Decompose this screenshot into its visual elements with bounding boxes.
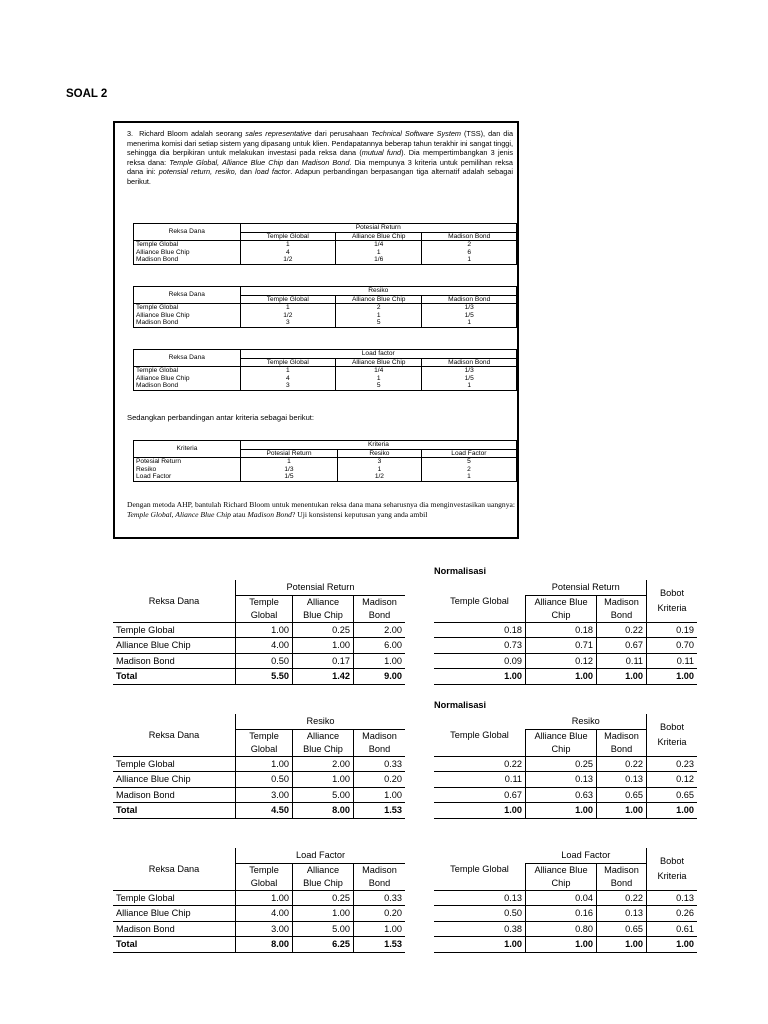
col-header: Blue Chip: [293, 609, 354, 623]
scan-table-row-label: Temple Global: [134, 367, 241, 375]
pairwise-cell: 0.33: [354, 890, 406, 906]
total-cell: 8.00: [236, 937, 293, 953]
norm-cell: 0.22: [597, 756, 647, 772]
col-header: Bond: [354, 743, 406, 757]
bobot-header: [647, 848, 698, 890]
pairwise-cell: 0.50: [236, 772, 293, 788]
pairwise-cell: 0.25: [293, 622, 354, 638]
pairwise-cell: 1.00: [293, 638, 354, 654]
scan-table-col-header: Alliance Blue Chip: [336, 232, 422, 241]
scan-table-row-header: Reksa Dana: [134, 224, 241, 241]
bobot-header: [647, 714, 698, 756]
scan-table-cell: 3: [240, 382, 336, 390]
scan-table-row: [134, 241, 517, 249]
scan-table-row-label: Alliance Blue Chip: [134, 312, 241, 320]
pairwise-cell: 3.00: [236, 787, 293, 803]
norm-cell: 0.65: [597, 787, 647, 803]
total-row: [113, 803, 405, 819]
norm-cell: 0.67: [434, 787, 526, 803]
col-header: Blue Chip: [293, 877, 354, 891]
scan-table-col-header: Madison Bond: [422, 232, 517, 241]
row-label: Madison Bond: [113, 921, 236, 937]
norm-cell: 0.67: [597, 638, 647, 654]
pairwise-cell: 0.33: [354, 756, 406, 772]
normalisasi-label: Normalisasi: [434, 566, 487, 576]
normalized-table: [434, 580, 697, 685]
norm-cell: 0.25: [526, 756, 597, 772]
norm-cell: 0.11: [597, 653, 647, 669]
problem-scan: [113, 121, 519, 539]
normalized-row: [434, 772, 697, 788]
bobot-cell: 0.13: [647, 890, 698, 906]
col-header: Alliance: [293, 729, 354, 743]
scan-table-row-label: Madison Bond: [134, 319, 241, 327]
norm-cell: 0.63: [526, 787, 597, 803]
pairwise-cell: 0.25: [293, 890, 354, 906]
row-header: Reksa Dana: [148, 595, 200, 606]
norm-total-cell: 1.00: [526, 669, 597, 685]
criteria-cell: 1: [421, 473, 516, 481]
criteria-cell: 5: [421, 458, 516, 466]
norm-total-cell: 1.00: [434, 803, 526, 819]
col-header: Alliance: [293, 863, 354, 877]
scan-table-title: Load factor: [240, 350, 516, 359]
criteria-col-header: Potesial Return: [240, 449, 337, 458]
scan-table-row: [134, 319, 517, 327]
col-header: Madison: [354, 595, 406, 609]
norm-col-header: Chip: [526, 877, 597, 891]
pairwise-table: [113, 580, 405, 685]
col-header: Bond: [354, 877, 406, 891]
scan-table-cell: 1: [336, 375, 422, 383]
scan-table-cell: 1/2: [240, 312, 336, 320]
total-cell: 5.50: [236, 669, 293, 685]
pairwise-row: [113, 890, 405, 906]
norm-total-cell: 1.00: [434, 669, 526, 685]
scan-table-cell: 2: [422, 241, 517, 249]
criteria-cell: 3: [338, 458, 422, 466]
norm-cell: 0.09: [434, 653, 526, 669]
norm-cell: 0.80: [526, 921, 597, 937]
row-label: Madison Bond: [113, 787, 236, 803]
scan-table-cell: 1/5: [422, 375, 517, 383]
col-header: Temple: [236, 595, 293, 609]
criteria-row-label: Potesial Return: [134, 458, 241, 466]
col-header: Madison: [354, 863, 406, 877]
scan-table-col-header: Temple Global: [240, 232, 336, 241]
pairwise-cell: 1.00: [293, 772, 354, 788]
scan-table-cell: 1/6: [336, 256, 422, 264]
row-label: Madison Bond: [113, 653, 236, 669]
bobot-total-cell: 1.00: [647, 669, 698, 685]
pairwise-row: [113, 906, 405, 922]
pairwise-row: [113, 921, 405, 937]
norm-cell: 0.22: [597, 890, 647, 906]
norm-cell: 0.22: [597, 622, 647, 638]
norm-cell: 0.22: [434, 756, 526, 772]
criteria-table-title: Kriteria: [240, 441, 516, 450]
norm-cell: 0.11: [434, 772, 526, 788]
scan-table-cell: 1: [336, 312, 422, 320]
scan-table-col-header: Alliance Blue Chip: [336, 358, 422, 367]
col-header: Temple: [236, 729, 293, 743]
total-cell: 9.00: [354, 669, 406, 685]
pairwise-cell: 1.00: [236, 756, 293, 772]
criteria-col-header: Load Factor: [421, 449, 516, 458]
criteria-cell: 1: [240, 458, 337, 466]
norm-col-header: Bond: [597, 877, 647, 891]
norm-col-header: Chip: [526, 743, 597, 757]
col-header: Bond: [354, 609, 406, 623]
scan-table-cell: 1/3: [422, 367, 517, 375]
norm-cell: 0.38: [434, 921, 526, 937]
norm-cell: 0.04: [526, 890, 597, 906]
scan-table-row: [134, 249, 517, 257]
norm-total-cell: 1.00: [597, 937, 647, 953]
norm-col-header: Alliance Blue: [526, 595, 597, 609]
scan-table-col-header: Madison Bond: [422, 295, 517, 304]
norm-title: Resiko: [526, 714, 647, 729]
row-header: Reksa Dana: [148, 729, 200, 740]
total-cell: 4.50: [236, 803, 293, 819]
scan-table-3: [133, 349, 517, 391]
col-header: Global: [236, 877, 293, 891]
criteria-cell: 1/3: [240, 466, 337, 474]
pairwise-cell: 3.00: [236, 921, 293, 937]
pairwise-cell: 0.50: [236, 653, 293, 669]
scan-table-row-header: Reksa Dana: [134, 287, 241, 304]
bobot-cell: 0.61: [647, 921, 698, 937]
scan-table-cell: 2: [336, 304, 422, 312]
total-label: Total: [113, 669, 236, 685]
norm-total-cell: 1.00: [434, 937, 526, 953]
scan-table-row: [134, 312, 517, 320]
norm-cell: 0.50: [434, 906, 526, 922]
pairwise-cell: 4.00: [236, 906, 293, 922]
norm-col-header: Alliance Blue: [526, 729, 597, 743]
pairwise-cell: 1.00: [293, 906, 354, 922]
pairwise-cell: 6.00: [354, 638, 406, 654]
norm-cell: 0.13: [597, 906, 647, 922]
page-title: SOAL 2: [66, 88, 108, 100]
total-cell: 1.42: [293, 669, 354, 685]
scan-table-col-header: Temple Global: [240, 295, 336, 304]
norm-total-cell: 1.00: [597, 669, 647, 685]
pairwise-title: Load Factor: [236, 848, 406, 863]
pairwise-cell: 0.20: [354, 772, 406, 788]
pairwise-cell: 5.00: [293, 921, 354, 937]
norm-total-row: [434, 937, 697, 953]
scan-table-row-label: Madison Bond: [134, 256, 241, 264]
criteria-row-header: Kriteria: [134, 441, 241, 458]
scan-table-col-header: Alliance Blue Chip: [336, 295, 422, 304]
bobot-cell: 0.12: [647, 772, 698, 788]
col-header: Alliance: [293, 595, 354, 609]
norm-cell: 0.65: [597, 921, 647, 937]
normalized-row: [434, 921, 697, 937]
norm-title: Load Factor: [526, 848, 647, 863]
bobot-cell: 0.70: [647, 638, 698, 654]
criteria-row-label: Load Factor: [134, 473, 241, 481]
scan-table-row: [134, 256, 517, 264]
bobot-total-cell: 1.00: [647, 937, 698, 953]
norm-first-col-header: Temple Global: [434, 580, 526, 622]
scan-table-cell: 4: [240, 375, 336, 383]
norm-cell: 0.13: [526, 772, 597, 788]
criteria-col-header: Resiko: [338, 449, 422, 458]
row-header: Reksa Dana: [148, 863, 200, 874]
scan-table-col-header: Temple Global: [240, 358, 336, 367]
normalized-table: [434, 848, 697, 953]
norm-cell: 0.16: [526, 906, 597, 922]
normalized-row: [434, 622, 697, 638]
scan-table-cell: 6: [422, 249, 517, 257]
scan-table-row-label: Alliance Blue Chip: [134, 375, 241, 383]
col-header: Global: [236, 609, 293, 623]
norm-col-header: Madison: [597, 729, 647, 743]
pairwise-cell: 0.20: [354, 906, 406, 922]
bobot-label-line: Kriteria: [657, 736, 687, 747]
pairwise-table: [113, 714, 405, 819]
row-label: Alliance Blue Chip: [113, 638, 236, 654]
scan-table-cell: 1/5: [422, 312, 517, 320]
norm-col-header: Madison: [597, 863, 647, 877]
norm-title: Potensial Return: [526, 580, 647, 595]
scan-table-title: Resiko: [240, 287, 516, 296]
problem-paragraph: 3. Richard Bloom adalah seorang sales representative dari perusahaan Technical Software System (TSS), dan dia menerima komisi dari setiap sistem yang dipasang untuk klien. Pendapatannya beberap tahun terakhir ini sangat tinggi, sehingga dia berpikiran untuk melakukan investasi pada reksa dana (mutual fund). Dia mempertimbangkan 3 jenis reksa dana: Temple Global, Alliance Blue Chip dan Madison Bond. Dia mempunya 3 kriteria untuk pemilihan reksa dana ini: potensial return, resiko, dan load factor. Adapun perbandingan berpasangan tiga alternatif adalah sebagai berikut.: [127, 129, 514, 186]
norm-first-col-header: Temple Global: [434, 848, 526, 890]
criteria-row: [134, 473, 517, 481]
pairwise-row: [113, 787, 405, 803]
bobot-header: [647, 580, 698, 622]
normalized-row: [434, 756, 697, 772]
norm-total-row: [434, 803, 697, 819]
criteria-cell: 1: [338, 466, 422, 474]
pairwise-cell: 2.00: [293, 756, 354, 772]
bobot-cell: 0.65: [647, 787, 698, 803]
total-cell: 8.00: [293, 803, 354, 819]
norm-total-row: [434, 669, 697, 685]
normalized-row: [434, 638, 697, 654]
norm-col-header: Bond: [597, 609, 647, 623]
pairwise-cell: 0.17: [293, 653, 354, 669]
norm-col-header: Chip: [526, 609, 597, 623]
bobot-total-cell: 1.00: [647, 803, 698, 819]
row-label: Alliance Blue Chip: [113, 772, 236, 788]
criteria-intro-text: Sedangkan perbandingan antar kriteria sebagai berikut:: [127, 413, 315, 422]
pairwise-cell: 1.00: [236, 890, 293, 906]
norm-total-cell: 1.00: [526, 803, 597, 819]
total-label: Total: [113, 937, 236, 953]
norm-col-header: Bond: [597, 743, 647, 757]
total-label: Total: [113, 803, 236, 819]
criteria-cell: 1/5: [240, 473, 337, 481]
norm-col-header: Alliance Blue: [526, 863, 597, 877]
pairwise-cell: 1.00: [354, 921, 406, 937]
scan-table-cell: 3: [240, 319, 336, 327]
bobot-label-line: Bobot: [659, 855, 684, 866]
scan-table-cell: 1: [422, 382, 517, 390]
norm-total-cell: 1.00: [597, 803, 647, 819]
pairwise-cell: 1.00: [354, 653, 406, 669]
norm-cell: 0.13: [597, 772, 647, 788]
row-label: Temple Global: [113, 756, 236, 772]
total-row: [113, 669, 405, 685]
scan-table-cell: 1: [240, 241, 336, 249]
scan-table-cell: 1/3: [422, 304, 517, 312]
norm-cell: 0.18: [434, 622, 526, 638]
bobot-label-line: Bobot: [659, 587, 684, 598]
scan-table-cell: 1: [240, 304, 336, 312]
pairwise-row: [113, 653, 405, 669]
normalisasi-label: Normalisasi: [434, 700, 487, 710]
bobot-label-line: Bobot: [659, 721, 684, 732]
pairwise-table: [113, 848, 405, 953]
criteria-row: [134, 466, 517, 474]
pairwise-cell: 1.00: [354, 787, 406, 803]
scan-table-row: [134, 304, 517, 312]
col-header: Global: [236, 743, 293, 757]
pairwise-row: [113, 756, 405, 772]
norm-cell: 0.18: [526, 622, 597, 638]
scan-table-title: Potesial Return: [240, 224, 516, 233]
pairwise-title: Potensial Return: [236, 580, 406, 595]
scan-table-row-label: Temple Global: [134, 241, 241, 249]
scan-table-cell: 1/4: [336, 367, 422, 375]
pairwise-row: [113, 772, 405, 788]
bobot-cell: 0.19: [647, 622, 698, 638]
col-header: Temple: [236, 863, 293, 877]
total-cell: 6.25: [293, 937, 354, 953]
criteria-cell: 2: [421, 466, 516, 474]
norm-cell: 0.73: [434, 638, 526, 654]
scan-table-row: [134, 367, 517, 375]
scan-table-cell: 1: [240, 367, 336, 375]
col-header: Madison: [354, 729, 406, 743]
scan-table-row: [134, 375, 517, 383]
scan-table-cell: 5: [336, 319, 422, 327]
normalized-table: [434, 714, 697, 819]
scan-table-row-label: Madison Bond: [134, 382, 241, 390]
scan-table-col-header: Madison Bond: [422, 358, 517, 367]
total-cell: 1.53: [354, 937, 406, 953]
row-label: Temple Global: [113, 622, 236, 638]
pairwise-cell: 1.00: [236, 622, 293, 638]
scan-table-row: [134, 382, 517, 390]
pairwise-row: [113, 622, 405, 638]
pairwise-cell: 5.00: [293, 787, 354, 803]
col-header: Blue Chip: [293, 743, 354, 757]
pairwise-cell: 2.00: [354, 622, 406, 638]
scan-table-row-label: Temple Global: [134, 304, 241, 312]
pairwise-title: Resiko: [236, 714, 406, 729]
norm-cell: 0.13: [434, 890, 526, 906]
pairwise-cell: 4.00: [236, 638, 293, 654]
criteria-row-label: Resiko: [134, 466, 241, 474]
normalized-row: [434, 787, 697, 803]
scan-table-2: [133, 286, 517, 328]
bobot-label-line: Kriteria: [657, 602, 687, 613]
bobot-cell: 0.26: [647, 906, 698, 922]
bobot-cell: 0.23: [647, 756, 698, 772]
normalized-row: [434, 906, 697, 922]
row-label: Alliance Blue Chip: [113, 906, 236, 922]
scan-table-cell: 1/4: [336, 241, 422, 249]
pairwise-row: [113, 638, 405, 654]
row-label: Temple Global: [113, 890, 236, 906]
problem-closing-text: Dengan metoda AHP, bantulah Richard Bloom untuk menentukan reksa dana mana seharusnya dia menginvestasikan uangnya: Temple Global, Aliance Blue Chip atau Madison Bond? Uji konsistensi keputusan yang anda ambil: [127, 500, 515, 519]
normalized-row: [434, 890, 697, 906]
bobot-label-line: Kriteria: [657, 870, 687, 881]
criteria-row: [134, 458, 517, 466]
scan-table-cell: 5: [336, 382, 422, 390]
scan-table-1: [133, 223, 517, 265]
norm-cell: 0.71: [526, 638, 597, 654]
norm-first-col-header: Temple Global: [434, 714, 526, 756]
total-row: [113, 937, 405, 953]
total-cell: 1.53: [354, 803, 406, 819]
scan-table-cell: 1: [422, 319, 517, 327]
scan-table-cell: 1: [336, 249, 422, 257]
scan-table-row-label: Alliance Blue Chip: [134, 249, 241, 257]
bobot-cell: 0.11: [647, 653, 698, 669]
normalized-row: [434, 653, 697, 669]
norm-total-cell: 1.00: [526, 937, 597, 953]
scan-table-cell: 1/2: [240, 256, 336, 264]
scan-table-cell: 4: [240, 249, 336, 257]
norm-col-header: Madison: [597, 595, 647, 609]
norm-cell: 0.12: [526, 653, 597, 669]
criteria-cell: 1/2: [338, 473, 422, 481]
scan-table-row-header: Reksa Dana: [134, 350, 241, 367]
criteria-table: [133, 440, 517, 482]
scan-table-cell: 1: [422, 256, 517, 264]
